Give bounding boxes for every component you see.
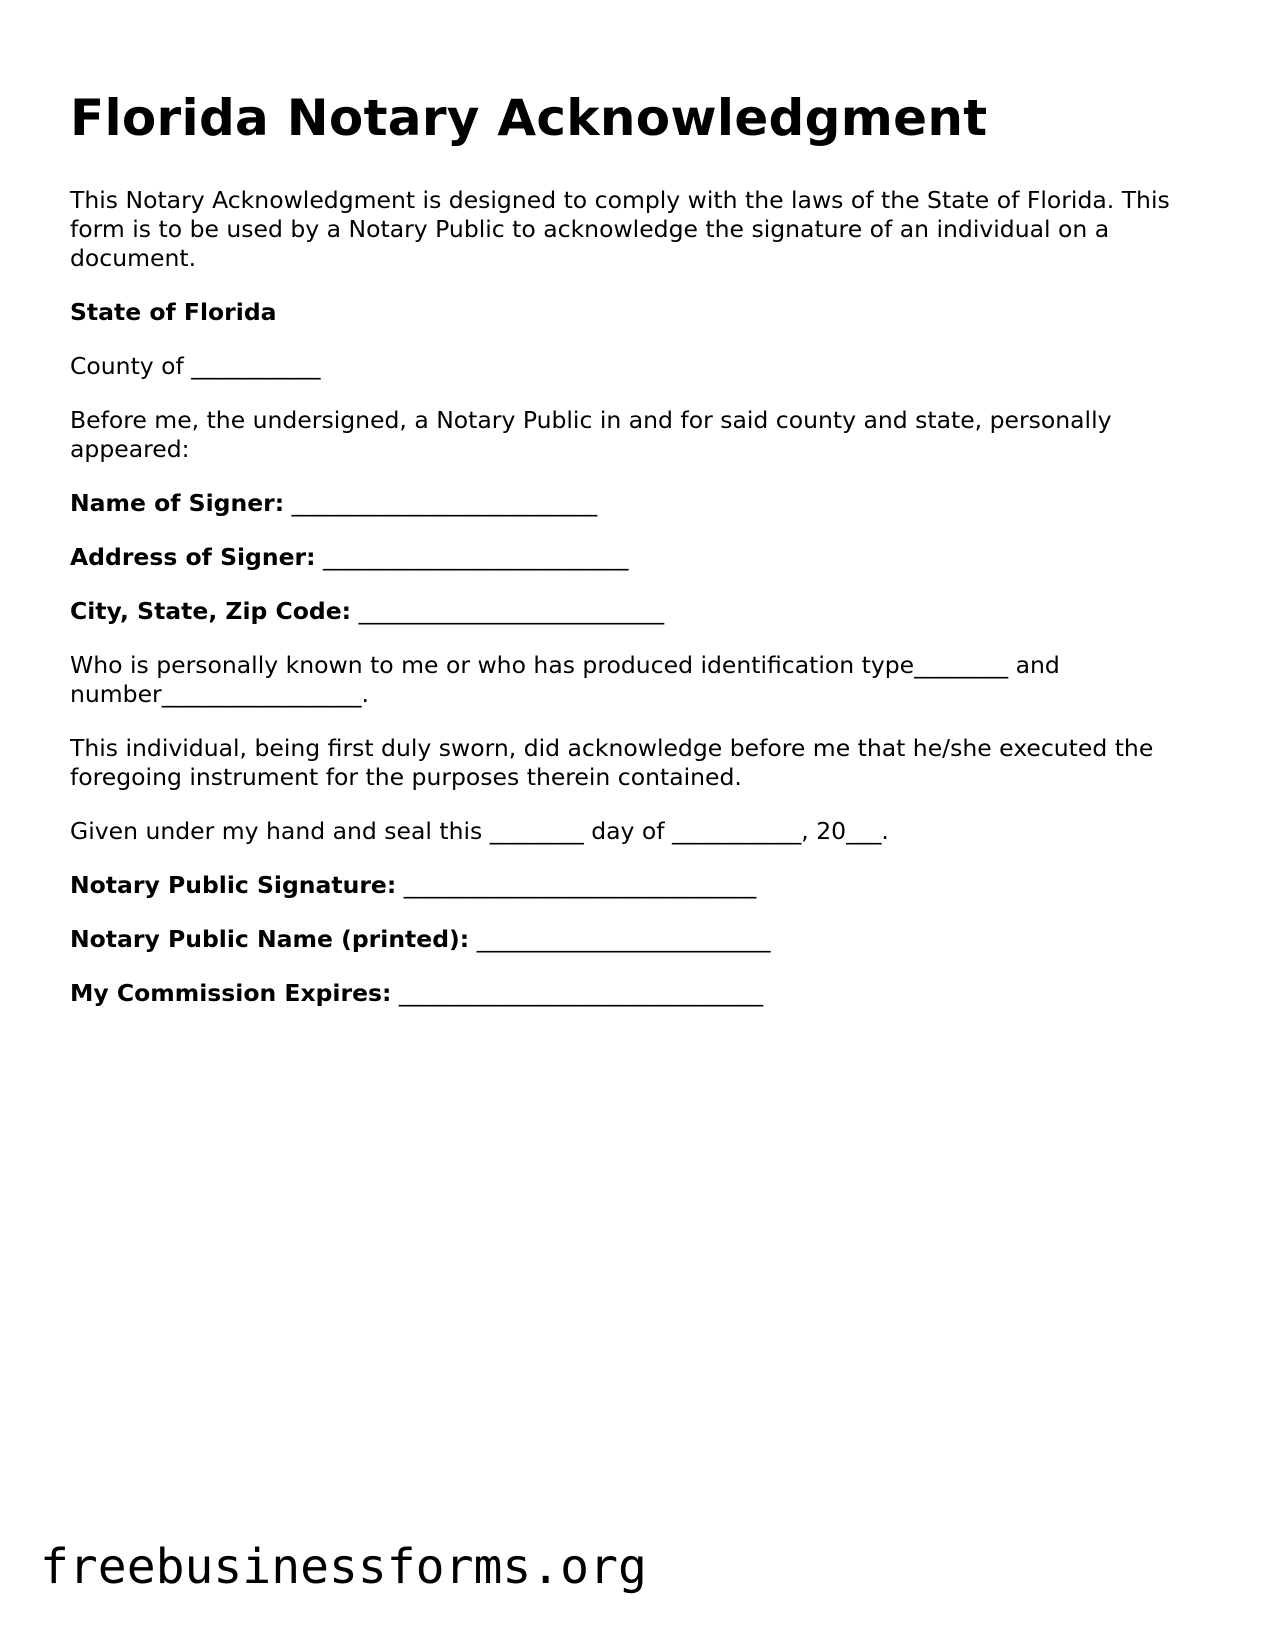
footer-watermark: freebusinessforms.org [40, 1539, 647, 1595]
identification-paragraph: Who is personally known to me or who has produced identification type________ and number_________________. [70, 651, 1060, 708]
signer-name-line [70, 489, 1200, 518]
notary-name-label: Notary Public Name (printed): [70, 925, 470, 953]
notary-signature-blank: ______________________________ [403, 871, 757, 899]
county-line: County of ___________ [70, 352, 321, 380]
signer-address-label: Address of Signer: [70, 543, 316, 571]
page-title: Florida Notary Acknowledgment [70, 89, 988, 147]
notary-signature-line [70, 871, 1200, 900]
commission-label: My Commission Expires: [70, 979, 392, 1007]
given-line: Given under my hand and seal this ________ day of ___________, 20___. [70, 817, 889, 845]
intro-paragraph: This Notary Acknowledgment is designed to comply with the laws of the State of Florida. This form is to be used by a Notary Public to acknowledge the signature of an individual on a document. [70, 186, 1170, 272]
notary-signature-label: Notary Public Signature: [70, 871, 397, 899]
commission-line [70, 979, 1200, 1008]
signer-name-blank: __________________________ [291, 489, 598, 517]
state-heading: State of Florida [70, 298, 277, 326]
signer-city-label: City, State, Zip Code: [70, 597, 352, 625]
signer-address-line [70, 543, 1200, 572]
signer-address-blank: __________________________ [323, 543, 629, 571]
notary-name-blank: _________________________ [476, 925, 771, 953]
notary-form [70, 82, 1200, 1008]
signer-name-label: Name of Signer: [70, 489, 285, 517]
commission-blank: _______________________________ [398, 979, 764, 1007]
signer-city-line [70, 597, 1200, 626]
notary-name-line [70, 925, 1200, 954]
appeared-paragraph: Before me, the undersigned, a Notary Public in and for said county and state, personally appeared: [70, 406, 1112, 463]
sworn-paragraph: This individual, being first duly sworn, did acknowledge before me that he/she executed the foregoing instrument for the purposes therein contained. [70, 734, 1154, 791]
signer-city-blank: __________________________ [358, 597, 665, 625]
